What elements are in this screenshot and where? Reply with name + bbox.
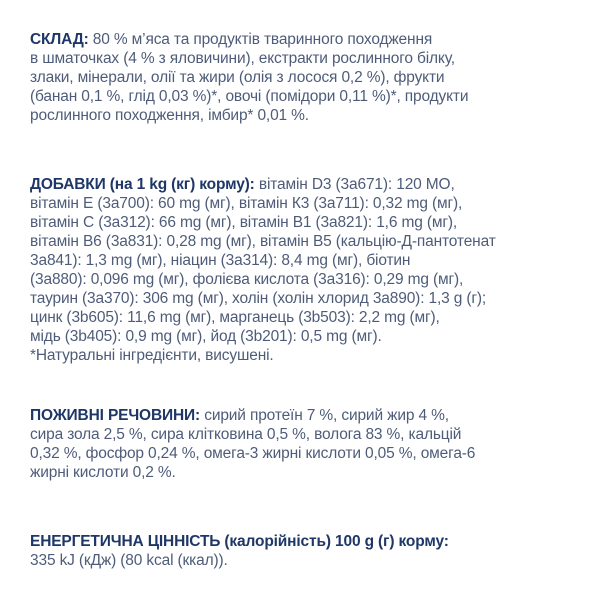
composition-heading-rest: 80 % м’яса та продуктів тваринного походження xyxy=(92,31,433,48)
additives-line: 3a841): 1,3 mg (мг), ніацин (3a314): 8,4 mg (мг), біотин xyxy=(30,252,411,269)
additives-line: (3a880): 0,096 mg (мг), фолієва кислота (3a316): 0,29 mg (мг), xyxy=(30,271,464,288)
section-nutrients xyxy=(30,406,582,482)
section-energy xyxy=(30,532,582,570)
composition-line: рослинного походження, імбир* 0,01 %. xyxy=(30,107,309,124)
nutrients-heading-rest: сирий протеїн 7 %, сирий жир 4 %, xyxy=(204,407,449,424)
additives-line: вітамін С (3a312): 66 mg (мг), вітамін В1 (3a821): 1,6 mg (мг), xyxy=(30,214,458,231)
section-additives xyxy=(30,175,582,365)
nutrients-line: жирні кислоти 0,2 %. xyxy=(30,464,176,481)
composition-line: (банан 0,1 %, глід 0,03 %)*, овочі (помідори 0,11 %)*, продукти xyxy=(30,88,469,105)
additives-heading-line xyxy=(30,175,582,194)
energy-heading: ЕНЕРГЕТИЧНА ЦІННІСТЬ (калорійність) 100 g (г) корму: xyxy=(30,533,449,550)
additives-line: вітамін В6 (3a831): 0,28 mg (мг), вітамін В5 (кальцію-Д-пантотенат xyxy=(30,233,496,250)
nutrients-line: 0,32 %, фосфор 0,24 %, омега-3 жирні кислоти 0,05 %, омега-6 xyxy=(30,445,476,462)
composition-line: злаки, мінерали, олії та жири (олія з лосося 0,2 %), фрукти xyxy=(30,69,445,86)
energy-value-line: 335 kJ (кДж) (80 kcal (ккал)). xyxy=(30,552,228,569)
composition-heading-line xyxy=(30,30,582,49)
nutrients-heading: ПОЖИВНІ РЕЧОВИНИ: xyxy=(30,407,201,424)
additives-heading: ДОБАВКИ (на 1 kg (кг) корму): xyxy=(30,176,255,193)
section-composition xyxy=(30,30,582,125)
energy-heading-line xyxy=(30,532,582,551)
composition-line: в шматочках (4 % з яловичини), екстракти рослинного білку, xyxy=(30,50,455,67)
composition-heading: СКЛАД: xyxy=(30,31,89,48)
nutrients-line: сира зола 2,5 %, сира клітковина 0,5 %, волога 83 %, кальцій xyxy=(30,426,462,443)
additives-line: таурин (3a370): 306 mg (мг), холін (холін хлорид 3a890): 1,3 g (г); xyxy=(30,290,487,307)
additives-heading-rest: вітамін D3 (3a671): 120 МО, xyxy=(258,176,455,193)
additives-footnote: *Натуральні інгредієнти, висушені. xyxy=(30,347,274,364)
nutrients-heading-line xyxy=(30,406,582,425)
additives-line: вітамін Е (3a700): 60 mg (мг), вітамін К3 (3a711): 0,32 mg (мг), xyxy=(30,195,463,212)
additives-line: мідь (3b405): 0,9 mg (мг), йод (3b201): 0,5 mg (мг). xyxy=(30,328,382,345)
additives-line: цинк (3b605): 11,6 mg (мг), марганець (3b503): 2,2 mg (мг), xyxy=(30,309,440,326)
